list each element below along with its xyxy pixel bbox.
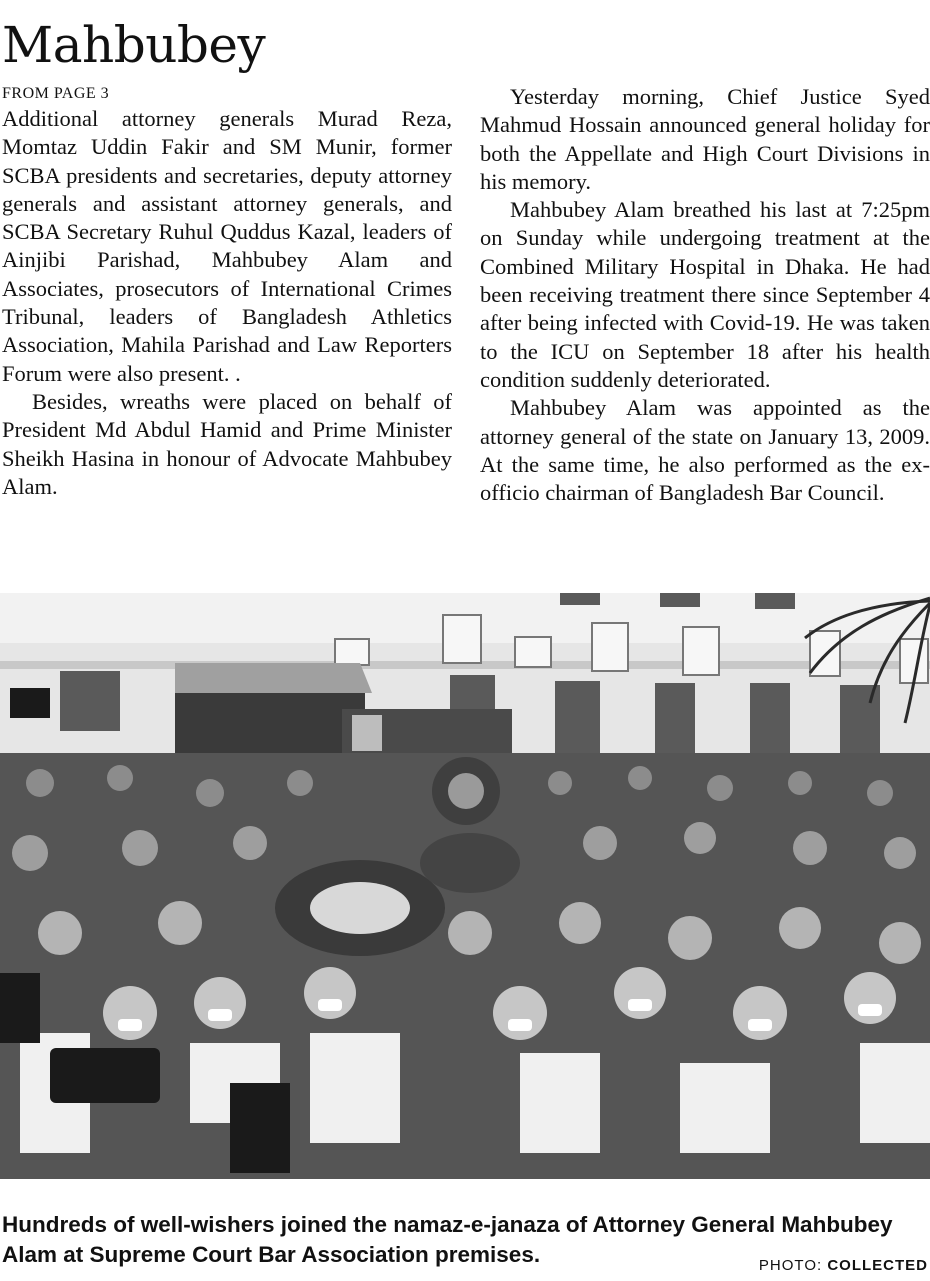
paragraph: Additional attorney generals Murad Reza, Momtaz Uddin Fakir and SM Munir, former SCBA presidents and secretaries, deputy attorney generals and assistant attorney generals, and SCBA Secretary Ruhul Quddus Kazal, leaders of Ainjibi Parishad, Mahbubey Alam and Associates, prosecutors of International Crimes Tribunal, leaders of Bangladesh Athletics Association, Mahila Parishad and Law Reporters Forum were also present. . <box>2 106 452 386</box>
photo-caption: Hundreds of well-wishers joined the namaz-e-janaza of Attorney General Mahbubey Alam at Supreme Court Bar Association premises. <box>2 1212 893 1267</box>
news-photo <box>0 593 930 1179</box>
headline: Mahbubey <box>2 16 266 74</box>
article-column-left <box>2 105 452 501</box>
photo-credit <box>759 1257 928 1274</box>
paragraph: Mahbubey Alam was appointed as the attorney general of the state on January 13, 2009. At the same time, he also performed as the ex-officio chairman of Bangladesh Bar Council. <box>480 395 930 506</box>
jumpline: FROM PAGE 3 <box>2 85 110 102</box>
photo-credit-prefix: PHOTO: <box>758 1257 823 1274</box>
article-column-right <box>480 83 930 507</box>
paragraph: Besides, wreaths were placed on behalf of President Md Abdul Hamid and Prime Minister Sheikh Hasina in honour of Advocate Mahbubey Alam. <box>2 388 452 499</box>
photo-credit-source: COLLECTED <box>827 1257 928 1274</box>
paragraph: Mahbubey Alam breathed his last at 7:25pm on Sunday while undergoing treatment at the Combined Military Hospital in Dhaka. He had been receiving treatment there since September 4 after being infected with Covid-19. He was taken to the ICU on September 18 after his health condition suddenly deteriorated. <box>480 197 930 392</box>
crowd-photo-illustration <box>0 593 930 1179</box>
paragraph: Yesterday morning, Chief Justice Syed Mahmud Hossain announced general holiday for both the Appellate and High Court Divisions in his memory. <box>480 84 930 194</box>
